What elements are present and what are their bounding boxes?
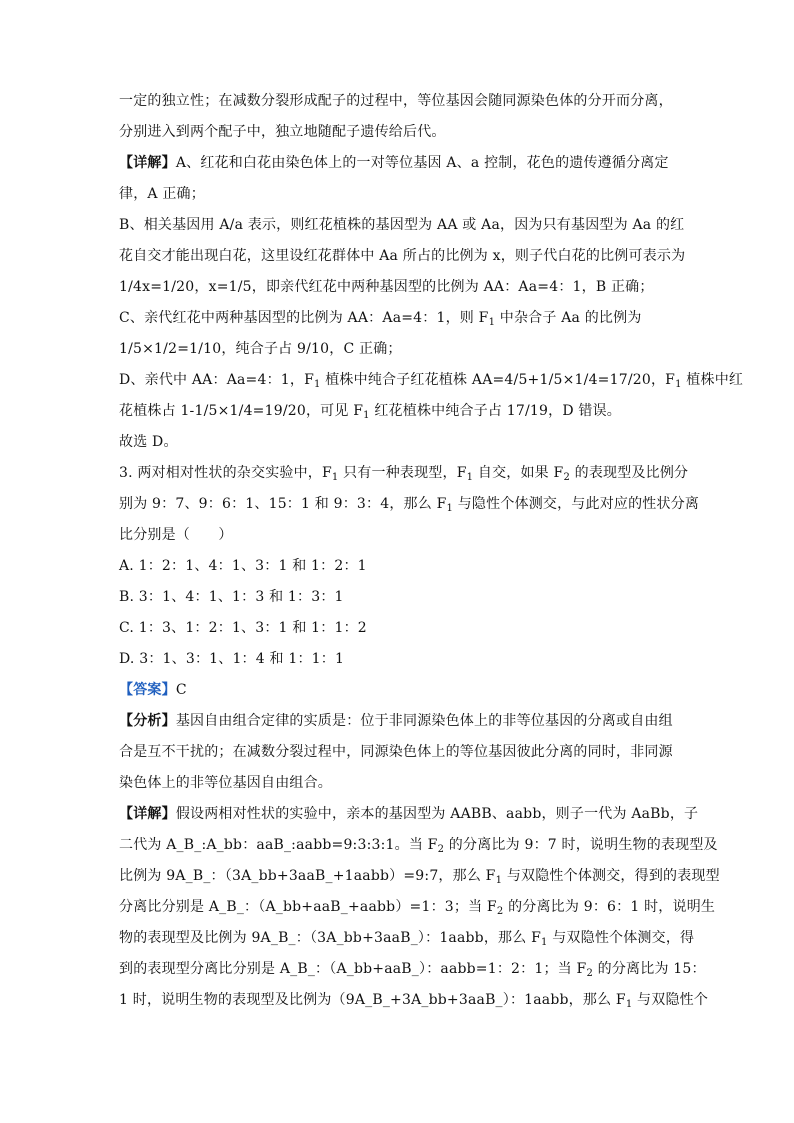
subscript: 2 xyxy=(496,906,504,917)
line-text: 3. 两对相对性状的杂交实验中，F xyxy=(119,465,332,481)
line-text: 花植株占 1-1/5×1/4=19/20，可见 F xyxy=(119,403,364,419)
text-line xyxy=(119,928,694,948)
line-text: 比分别是（ ） xyxy=(119,527,233,543)
line-text: 基因自由组合定律的实质是：位于非同源染色体上的非等位基因的分离或自由组 xyxy=(175,713,673,729)
text-line xyxy=(119,525,233,545)
subscript: 1 xyxy=(466,472,474,483)
line-text: 中杂合子 Aa 的比例为 xyxy=(495,310,642,326)
line-text: 的表现型及比例分 xyxy=(570,465,689,481)
line-text: B、相关基因用 A/a 表示，则红花植株的基因型为 AA 或 Aa，因为只有基因型为 Aa 的红 xyxy=(119,217,685,233)
subscript: 2 xyxy=(437,844,445,855)
line-text: 律，A 正确； xyxy=(119,186,205,202)
text-line xyxy=(119,370,743,390)
line-text: 的分离比为 9：6：1 时，说明生 xyxy=(503,899,716,915)
line-text: 假设两相对性状的实验中，亲本的基因型为 AABB、aabb，则子一代为 AaBb，子 xyxy=(175,806,699,822)
line-text: 到的表现型分离比分别是 A_B_：（A_bb+aaB_）：aabb=1：2：1；当 F xyxy=(119,961,587,977)
text-line xyxy=(119,246,685,266)
text-line xyxy=(119,835,718,855)
line-text: 物的表现型及比例为 9A_B_：（3A_bb+3aaB_）：1aabb，那么 F xyxy=(119,930,542,946)
text-line xyxy=(119,308,642,328)
text-line xyxy=(119,463,688,483)
line-text: 植株中纯合子红花植株 AA=4/5+1/5×1/4=17/20，F xyxy=(320,372,676,388)
line-text: A. 1：2：1、4：1、3：1 和 1：2：1 xyxy=(119,558,367,574)
text-line xyxy=(119,339,402,359)
line-text: 故选 D。 xyxy=(119,434,178,450)
subscript: 1 xyxy=(675,379,682,390)
line-text: 植株中红 xyxy=(681,372,744,388)
text-line xyxy=(119,432,178,452)
line-text: 与双隐性个 xyxy=(632,992,709,1008)
text-line xyxy=(119,122,446,142)
subscript: 2 xyxy=(563,472,570,483)
section-label: 【详解】 xyxy=(119,155,176,171)
text-line xyxy=(119,494,699,514)
text-line xyxy=(119,773,332,793)
subscript: 1 xyxy=(495,875,503,886)
subscript: 1 xyxy=(488,317,496,328)
text-line xyxy=(119,587,344,607)
line-text: C、亲代红花中两种基因型的比例为 AA：Aa=4：1，则 F xyxy=(119,310,489,326)
answer-label: 【答案】 xyxy=(119,682,176,698)
line-text: 花自交才能出现白花，这里设红花群体中 Aa 所占的比例为 x，则子代白花的比例可表示为 xyxy=(119,248,686,264)
text-line xyxy=(119,959,706,979)
line-text: A、红花和白花由染色体上的一对等位基因 A、a 控制，花色的遗传遵循分离定 xyxy=(175,155,669,171)
section-label: 【分析】 xyxy=(119,713,176,729)
line-text: 的分离比为 9：7 时，说明生物的表现型及 xyxy=(444,837,718,853)
text-line xyxy=(119,649,344,669)
text-line xyxy=(119,711,673,731)
subscript: 1 xyxy=(363,410,370,421)
line-text: 分离比分别是 A_B_：（A_bb+aaB_+aabb）=1：3；当 F xyxy=(119,899,497,915)
line-text: 合是互不干扰的；在减数分裂过程中，同源染色体上的等位基因彼此分离的同时，非同源 xyxy=(119,744,673,760)
line-text: 分别进入到两个配子中，独立地随配子遗传给后代。 xyxy=(119,124,446,140)
text-line xyxy=(119,742,673,762)
line-text: 1/4x=1/20，x=1/5，即亲代红花中两种基因型的比例为 AA：Aa=4：1，B 正确； xyxy=(119,279,654,295)
line-text: 二代为 A_B_:A_bb：aaB_:aabb=9:3:3:1。当 F xyxy=(119,837,438,853)
subscript: 1 xyxy=(625,999,633,1010)
text-line xyxy=(119,680,187,700)
line-text: 1 时，说明生物的表现型及比例为（9A_B_+3A_bb+3aaB_）：1aabb，那么 F xyxy=(119,992,626,1008)
section-label: 【详解】 xyxy=(119,806,176,822)
text-line xyxy=(119,91,673,111)
text-line xyxy=(119,866,720,886)
subscript: 1 xyxy=(314,379,321,390)
line-text: 自交，如果 F xyxy=(473,465,564,481)
line-text: 红花植株中纯合子占 17/19，D 错误。 xyxy=(369,403,622,419)
subscript: 1 xyxy=(541,937,548,948)
text-line xyxy=(119,184,205,204)
text-line xyxy=(119,618,367,638)
text-line xyxy=(119,215,684,235)
line-text: 一定的独立性；在减数分裂形成配子的过程中，等位基因会随同源染色体的分开而分离， xyxy=(119,93,673,109)
line-text: 别为 9：7、9：6：1、15：1 和 9：3：4，那么 F xyxy=(119,496,447,512)
line-text: 与双隐性个体测交，得到的表现型 xyxy=(502,868,720,884)
line-text: D. 3：1、3：1、1：4 和 1：1：1 xyxy=(119,651,345,667)
line-text: 只有一种表现型，F xyxy=(338,465,467,481)
line-text: B. 3：1、4：1、1：3 和 1：3：1 xyxy=(119,589,344,605)
line-text: 1/5×1/2=1/10，纯合子占 9/10，C 正确； xyxy=(119,341,402,357)
text-line xyxy=(119,153,669,173)
text-line xyxy=(119,897,715,917)
line-text: 与双隐性个体测交，得 xyxy=(547,930,695,946)
subscript: 2 xyxy=(586,968,593,979)
text-line xyxy=(119,804,698,824)
line-text: 染色体上的非等位基因自由组合。 xyxy=(119,775,332,791)
subscript: 1 xyxy=(331,472,339,483)
text-line xyxy=(119,990,708,1010)
text-line xyxy=(119,401,621,421)
text-line xyxy=(119,556,367,576)
line-text: C xyxy=(175,682,187,698)
line-text: C. 1：3、1：2：1、3：1 和 1：1：2 xyxy=(119,620,367,636)
text-line xyxy=(119,277,654,297)
line-text: 与隐性个体测交，与此对应的性状分离 xyxy=(453,496,700,512)
line-text: 的分离比为 15： xyxy=(593,961,706,977)
line-text: D、亲代中 AA：Aa=4：1，F xyxy=(119,372,315,388)
line-text: 比例为 9A_B_：（3A_bb+3aaB_+1aabb）=9:7，那么 F xyxy=(119,868,496,884)
subscript: 1 xyxy=(446,503,454,514)
